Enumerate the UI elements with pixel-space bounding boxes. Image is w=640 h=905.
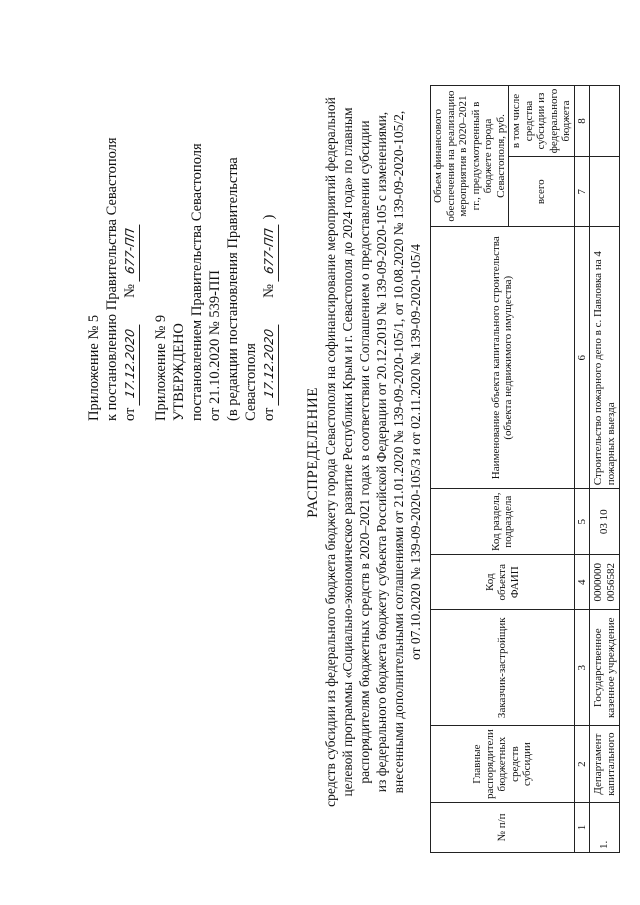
table-row — [590, 85, 620, 852]
appendix-9-close-paren: ) — [261, 214, 277, 220]
intro-line: средств субсидии из федерального бюджета бюджету города Севастополя на софинансирование мероприятий федеральной — [323, 97, 338, 807]
appendix-9-from-label: от — [261, 407, 277, 421]
intro-line: распорядителям бюджетных средств в 2020–2021 годах в соответствии с Соглашением о предоставлении субсидии — [357, 120, 372, 784]
appendix-9-title: Приложение № 9 — [153, 314, 169, 421]
row-total — [590, 157, 620, 227]
appendix-5-number-handwritten: 677-ПП — [121, 221, 140, 282]
appendix-9-date-line — [260, 143, 279, 421]
appendix-5-number-label: № — [122, 284, 138, 298]
distribution-table — [430, 85, 620, 853]
appendix-9-date-handwritten: 17.12.2020 — [260, 322, 279, 406]
approval-line-4: Севастополя — [243, 343, 259, 421]
col-number: 6 — [574, 227, 590, 489]
document-title: РАСПРЕДЕЛЕНИЕ — [305, 387, 321, 518]
approval-line-1: постановлением Правительства Севастополя — [189, 143, 205, 421]
row-num: 1. — [590, 803, 620, 853]
header-faip-code: Код объекта ФАИП — [431, 555, 575, 610]
header-num: № п/п — [431, 803, 575, 853]
appendix-5-block — [85, 137, 140, 421]
row-distributor: Департамент капитального — [590, 726, 620, 803]
appendix-9-number-label: № — [261, 284, 277, 298]
row-section-code: 03 10 — [590, 489, 620, 555]
intro-line: от 07.10.2020 № 139-09-2020-105/3 и от 02.11.2020 № 139-09-2020-105/4 — [408, 244, 423, 660]
col-number: 2 — [574, 726, 590, 803]
header-section-code: Код раздела, подраздела — [431, 489, 575, 555]
appendix-5-date-line — [121, 137, 140, 421]
appendix-5-date-handwritten: 17.12.2020 — [121, 322, 140, 406]
appendix-5-title: Приложение № 5 — [86, 314, 102, 421]
header-customer: Заказчик-застройщик — [431, 610, 575, 726]
table-header-row — [431, 85, 509, 852]
col-number: 4 — [574, 555, 590, 610]
intro-line: внесенными дополнительными соглашениями от 21.01.2020 № 139-09-2020-105/1, от 10.08.2020 № 139-09-2020-105/2, — [391, 110, 406, 794]
intro-line: из федерального бюджета бюджету субъекта Российской Федерации от 20.12.2019 № 139-09-2020-105 с изменениями, — [374, 111, 389, 793]
approved-label: УТВЕРЖДЕНО — [171, 323, 187, 421]
appendix-9-block — [152, 143, 279, 421]
appendix-5-subtitle: к постановлению Правительства Севастополя — [104, 137, 120, 421]
intro-line: целевой программы «Социально-экономическое развитие Республики Крым и г. Севастополя до 2024 года» по главным — [340, 107, 355, 797]
header-funding: Объем финансового обеспечения на реализацию мероприятия в 2020–2021 гг., предусмотренный в бюджете города Севастополя, руб. — [431, 85, 509, 226]
approval-line-3: (в редакции постановления Правительства — [225, 157, 241, 421]
col-number: 7 — [574, 157, 590, 227]
col-number: 3 — [574, 610, 590, 726]
row-customer: Государственное казенное учреждение — [590, 610, 620, 726]
header-incl-subsidy: в том числе средства субсидии из федерального бюджета — [509, 85, 575, 156]
appendix-5-from-label: от — [122, 407, 138, 421]
col-number: 5 — [574, 489, 590, 555]
row-incl-subsidy — [590, 85, 620, 156]
appendix-9-number-handwritten: 677-ПП — [260, 221, 279, 282]
document-intro — [322, 67, 424, 837]
col-number: 8 — [574, 85, 590, 156]
header-object-name: Наименование объекта капитального строительства (объекта недвижимого имущества) — [431, 227, 575, 489]
header-total: всего — [509, 157, 575, 227]
row-faip-code: 0000000 0056582 — [590, 555, 620, 610]
col-number: 1 — [574, 803, 590, 853]
approval-line-2: от 21.10.2020 № 539-ПП — [207, 270, 223, 421]
row-object-name: Строительство пожарного депо в с. Павловка на 4 пожарных выезда — [590, 227, 620, 489]
column-number-row — [574, 85, 590, 852]
header-distributor: Главные распорядители бюджетных средств субсидии — [431, 726, 575, 803]
